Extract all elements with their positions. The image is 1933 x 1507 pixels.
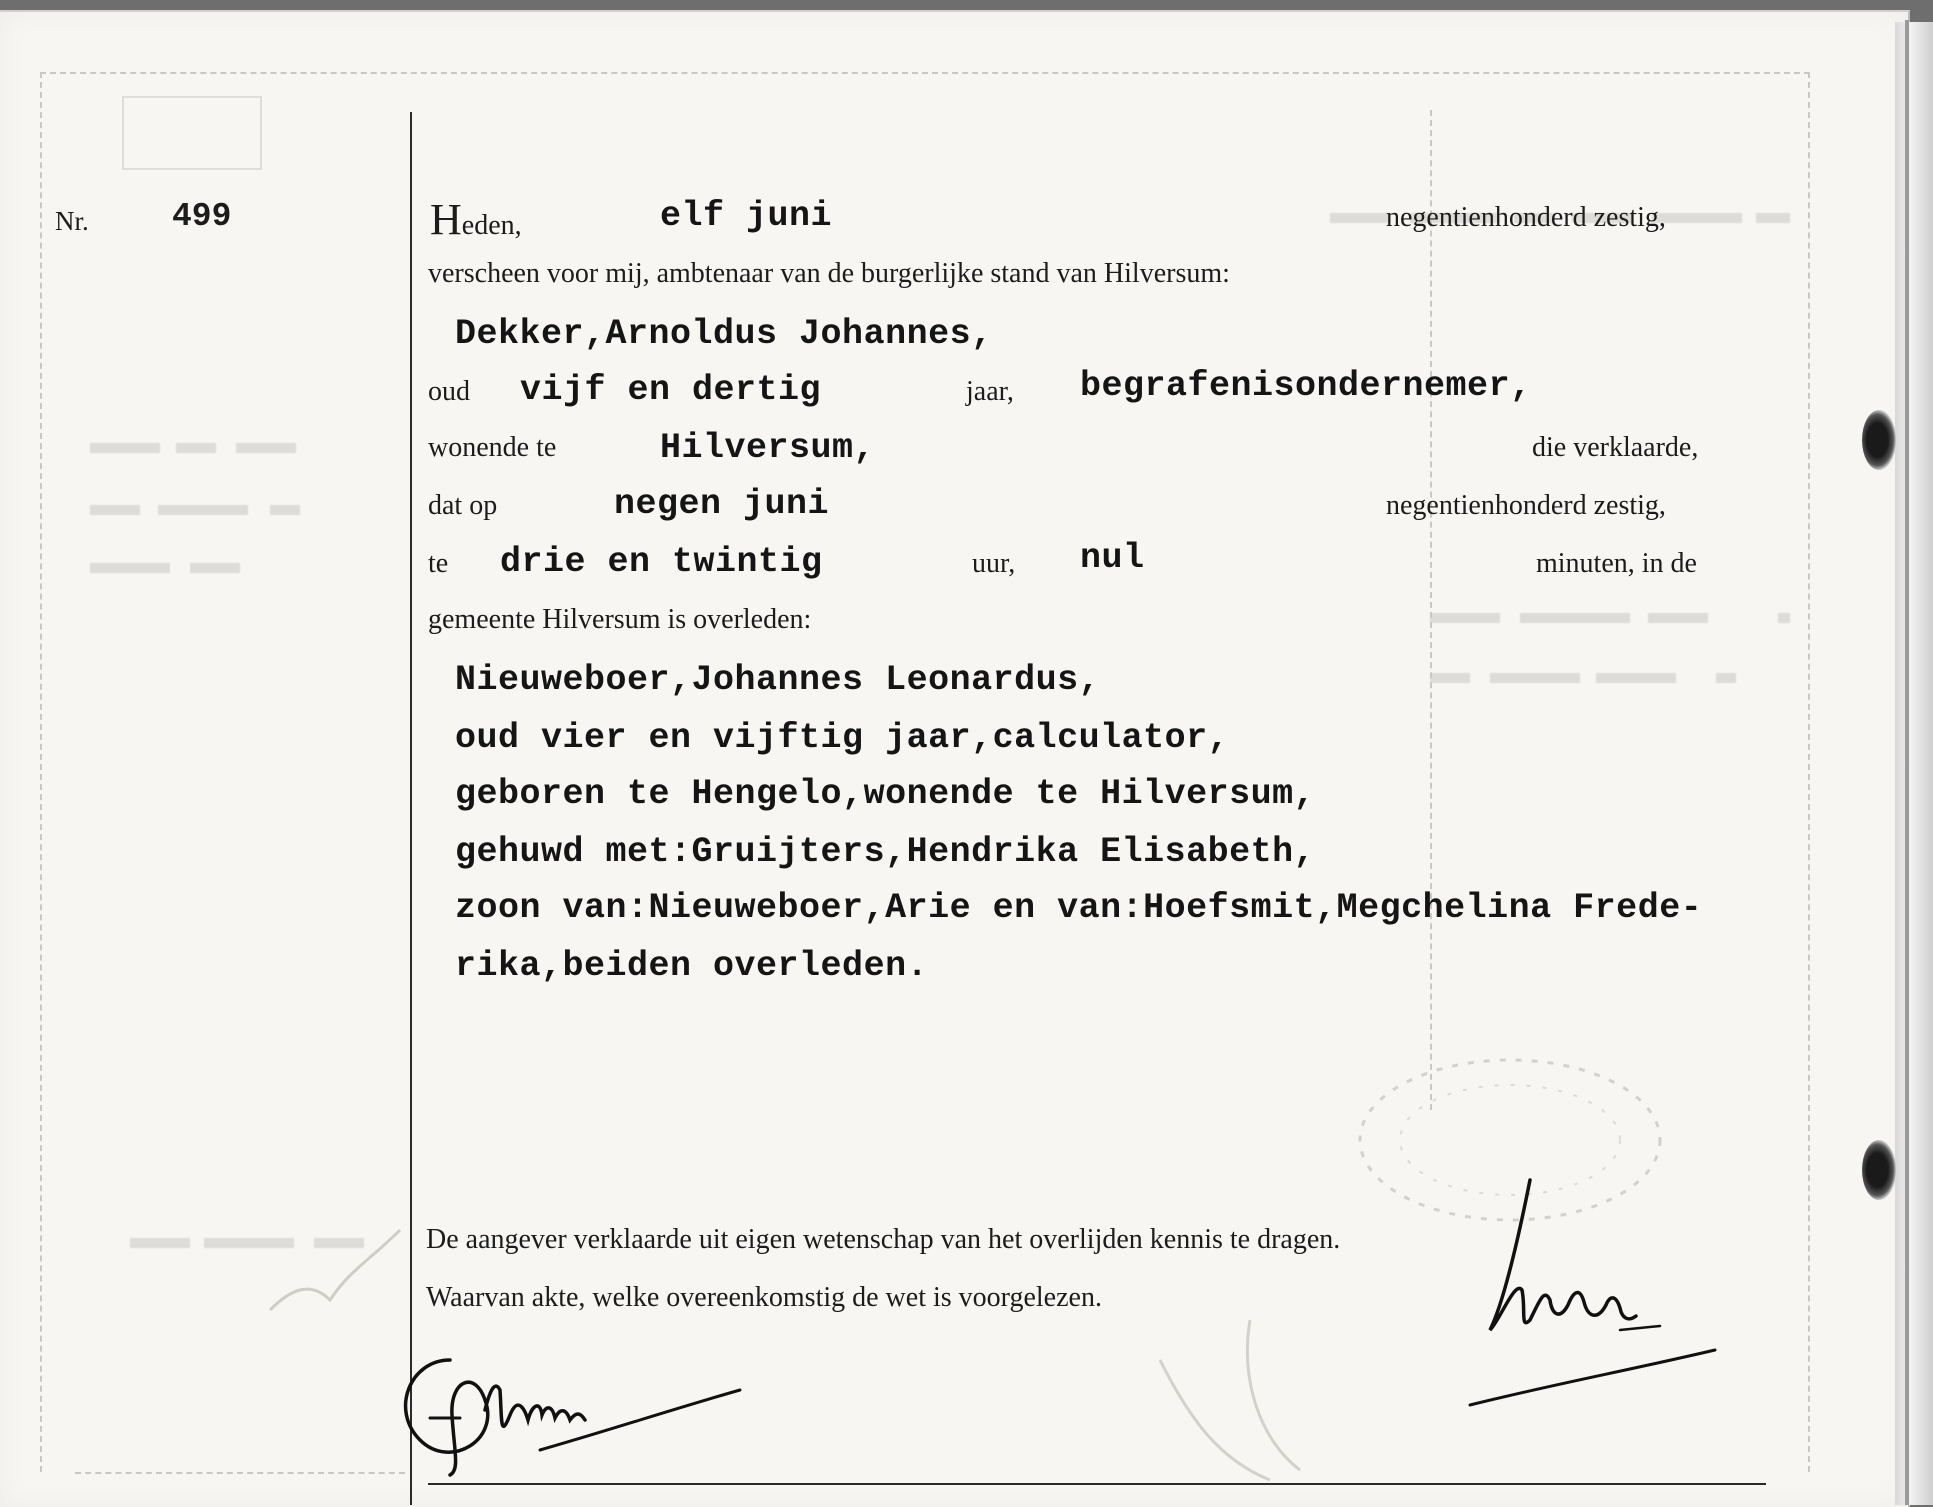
oud-label: oud — [428, 376, 470, 407]
deceased-line-6: rika,beiden overleden. — [455, 946, 929, 986]
heden-initial: H — [430, 195, 462, 244]
punch-hole-top — [1862, 410, 1896, 470]
dashed-guide-bottom — [75, 1472, 405, 1474]
informant-residence: Hilversum, — [660, 428, 876, 468]
wonende-label: wonende te — [428, 432, 557, 463]
closing-line-2: Waarvan akte, welke overeenkomstig de wet is voorgelezen. — [426, 1282, 1102, 1313]
closing-line-1: De aangever verklaarde uit eigen wetenschap van het overlijden kennis te dragen. — [426, 1224, 1341, 1255]
death-date: negen juni — [614, 484, 830, 524]
informant-occupation: begrafenisondernemer, — [1080, 366, 1532, 406]
bleed-through-line-2 — [90, 430, 320, 467]
gemeente-line: gemeente Hilversum is overleden: — [428, 604, 812, 635]
deceased-line-3: geboren te Hengelo,wonende te Hilversum, — [455, 774, 1316, 814]
dashed-guide-top — [40, 72, 1810, 74]
dashed-guide-left — [40, 72, 42, 1472]
binding-edge — [1905, 20, 1909, 1505]
punch-hole-bottom — [1862, 1140, 1896, 1200]
page-edge — [1895, 22, 1933, 1505]
jaar-label: jaar, — [966, 376, 1014, 407]
heden-rest: eden, — [461, 210, 522, 241]
appearance-line: verscheen voor mij, ambtenaar van de burgerlijke stand van Hilversum: — [428, 258, 1230, 289]
record-number: 499 — [172, 198, 232, 235]
verklaarde-label: die verklaarde, — [1532, 432, 1699, 463]
bleed-through-line-6 — [1430, 660, 1750, 697]
bleed-through-signature-right — [1130, 1300, 1370, 1500]
heden-label — [430, 194, 522, 245]
bleed-through-line-3 — [90, 492, 320, 529]
bleed-through-line-5 — [1430, 600, 1790, 637]
te-label: te — [428, 548, 449, 579]
year-label-1: negentienhonderd zestig, — [1386, 202, 1666, 233]
deceased-line-1: Nieuweboer,Johannes Leonardus, — [455, 660, 1101, 700]
informant-name: Dekker,Arnoldus Johannes, — [455, 314, 993, 354]
dashed-guide-right — [1808, 72, 1810, 1472]
bottom-rule — [428, 1483, 1766, 1485]
bleed-through-line-4 — [90, 550, 320, 587]
informant-signature — [1460, 1170, 1730, 1410]
informant-age: vijf en dertig — [520, 370, 822, 410]
record-number-label: Nr. — [55, 206, 89, 236]
dat-op-label: dat op — [428, 490, 498, 521]
bleed-through-box — [122, 96, 262, 170]
deceased-line-5: zoon van:Nieuweboer,Arie en van:Hoefsmit,Megchelina Frede- — [455, 888, 1703, 928]
minuten-label: minuten, in de — [1536, 548, 1697, 579]
deceased-line-4: gehuwd met:Gruijters,Hendrika Elisabeth, — [455, 832, 1316, 872]
uur-label: uur, — [972, 548, 1016, 579]
year-label-2: negentienhonderd zestig, — [1386, 490, 1666, 521]
margin-line — [410, 112, 412, 1505]
official-signature — [390, 1320, 750, 1480]
death-hour: drie en twintig — [500, 542, 823, 582]
death-minutes: nul — [1080, 538, 1145, 578]
bleed-through-signature-left — [250, 1190, 410, 1340]
typed-date: elf juni — [660, 196, 833, 236]
deceased-line-2: oud vier en vijftig jaar,calculator, — [455, 718, 1230, 758]
